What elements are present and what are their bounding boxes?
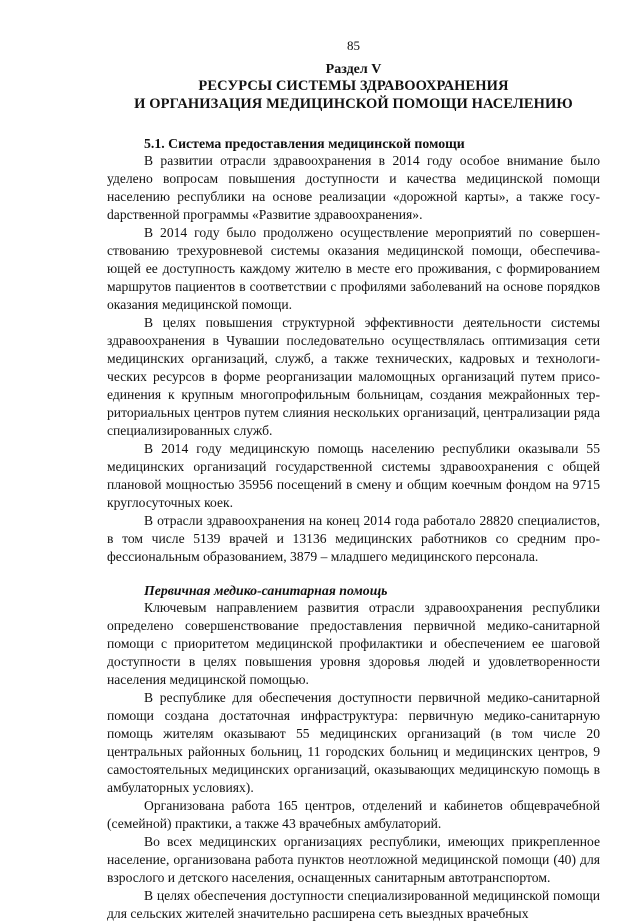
italic-subheading: Первичная медико-санитарная помощь (144, 583, 388, 598)
paragraph: В целях повышения структурной эффективности деятельности системы здравоохранения в Чувашии последовательно осуществлялась оптимизация сети медицинских организаций, служб, а также технических, кадровых и технологических ресурсов в форме реорганизации маломощных организаций путем присоединения к крупным многопрофильным больницам, создания межрайонных территориальных центров путем слияния нескольких организаций, централизации ряда специализированных служб. (107, 315, 600, 438)
paragraph: В развитии отрасли здравоохранения в 2014 году особое внимание было уделено вопросам повышения доступности и качества медицинской помощи населению республики на основе реализации «дорожной карты», а также госуdарственной программы «Развитие здравоохранения». (107, 153, 600, 222)
paragraph: Во всех медицинских организациях республики, имеющих прикрепленное население, организована работа пунктов неотложной медицинской помощи (40) для взрослого и детского населения, оснащенных санитарным автотранспортом. (107, 834, 600, 885)
section-label: Раздел V (325, 62, 382, 77)
paragraph: В 2014 году было продолжено осуществление мероприятий по совершенствованию трехуровневой системы оказания медицинской помощи, обеспечивающей ее доступность каждому жителю в месте его проживания, с формированием маршрутов пациентов в соответствии с профилями заболеваний на основе порядков оказания медицинской помощи. (107, 225, 600, 312)
paragraph: В республике для обеспечения доступности первичной медико-санитарной помощи создана достаточная инфраструктура: первичную медико-санитарную помощь жителям оказывают 55 медицинских организаций (в том числе 20 центральных районных больниц, 11 городских больниц и медицинских центров, 9 самостоятельных медицинских организаций, оказывающих медицинскую помощь в амбулаторных условиях). (107, 690, 600, 795)
page-number: 85 (347, 38, 360, 53)
paragraph: В отрасли здравоохранения на конец 2014 года работало 28820 специалистов, в том числе 5139 врачей и 13136 медицинских работников со средним профессиональным образованием, 3879 – младшего медицинского персонала. (107, 513, 600, 564)
paragraph: В 2014 году медицинскую помощь населению республики оказывали 55 медицинских организаций государственной системы здравоохранения с общей плановой мощностью 35956 посещений в смену и общим коечным фондом на 9715 круглосуточных коек. (107, 441, 600, 510)
section-title-line-1: РЕСУРСЫ СИСТЕМЫ ЗДРАВООХРАНЕНИЯ (198, 78, 509, 94)
paragraph: Ключевым направлением развития отрасли здравоохранения республики определено совершенствование предоставления первичной медико-санитарной помощи с приоритетом медицинской профилактики и обеспечением ее шаговой доступности в целях повышения уровня здоровья людей и удовлетворенности населения медицинской помощью. (107, 600, 600, 687)
paragraph: В целях обеспечения доступности специализированной медицинской помощи для сельских жителей значительно расширена сеть выездных врачебных (107, 888, 600, 921)
paragraph: Организована работа 165 центров, отделений и кабинетов общеврачебной (семейной) практики, а также 43 врачебных амбулаторий. (107, 798, 600, 831)
section-title-line-2: И ОРГАНИЗАЦИЯ МЕДИЦИНСКОЙ ПОМОЩИ НАСЕЛЕНИЮ (134, 95, 573, 112)
subsection-title: 5.1. Система предоставления медицинской помощи (144, 136, 465, 151)
